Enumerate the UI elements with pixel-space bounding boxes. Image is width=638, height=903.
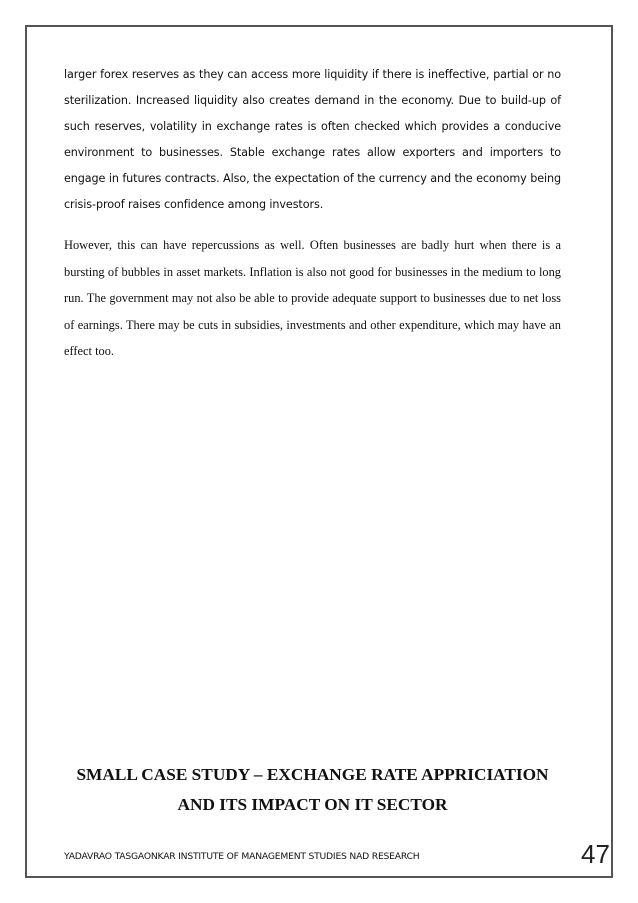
- case-study-heading-line-1: SMALL CASE STUDY – EXCHANGE RATE APPRICIATION: [76, 765, 549, 784]
- footer-institute-name: YADAVRAO TASGAONKAR INSTITUTE OF MANAGEMENT STUDIES NAD RESEARCH: [64, 851, 420, 862]
- case-study-heading: [64, 760, 561, 820]
- page-number: 47: [581, 839, 610, 869]
- case-study-heading-line-2: AND ITS IMPACT ON IT SECTOR: [177, 795, 448, 814]
- body-paragraph-1: larger forex reserves as they can access more liquidity if there is ineffective, partial or no sterilization. Increased liquidity also creates demand in the economy. Due to build-up of such reserves, volatility in exchange rates is often checked which provides a conducive environment to businesses. Stable exchange rates allow exporters and importers to engage in futures contracts. Also, the expectation of the currency and the economy being crisis-proof raises confidence among investors.: [64, 68, 561, 211]
- body-paragraph-2: However, this can have repercussions as well. Often businesses are badly hurt when there is a bursting of bubbles in asset markets. Inflation is also not good for businesses in the medium to long run. The government may not also be able to provide adequate support to businesses due to net loss of earnings. There may be cuts in subsidies, investments and other expenditure, which may have an effect too.: [64, 238, 561, 358]
